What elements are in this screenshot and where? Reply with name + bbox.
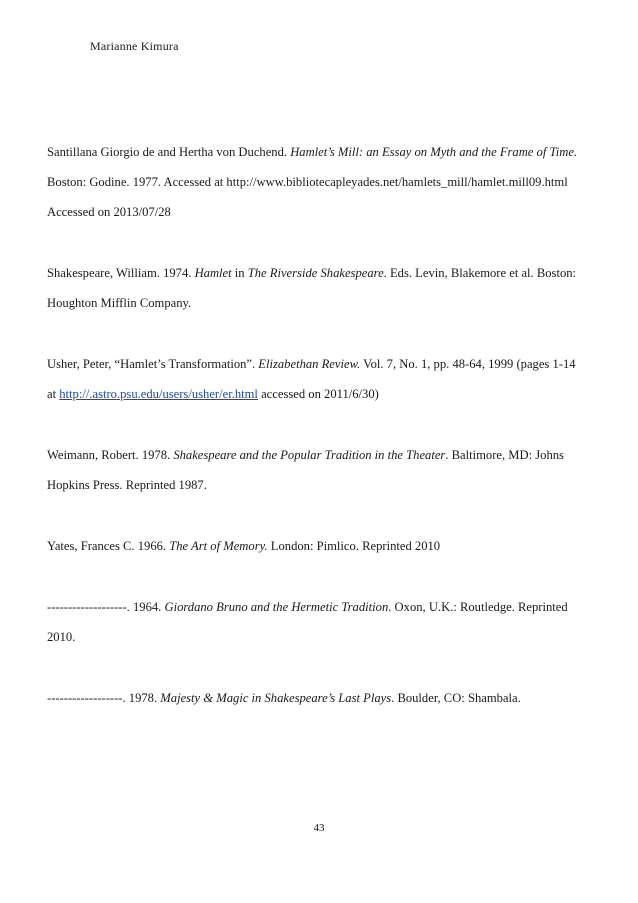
- reference-text: 2010.: [47, 630, 76, 644]
- reference-text: Accessed on 2013/07/28: [47, 205, 171, 219]
- reference-text: Santillana Giorgio de and Hertha von Duchend.: [47, 145, 291, 159]
- reference-title: Majesty & Magic in Shakespeare’s Last Plays: [160, 691, 392, 705]
- reference-text: Hopkins Press. Reprinted 1987.: [47, 478, 207, 492]
- reference-text: . Baltimore, MD: Johns: [445, 448, 564, 462]
- reference-text: Vol. 7, No. 1, pp. 48-64, 1999 (pages 1-14: [360, 357, 576, 371]
- reference-line: [47, 258, 602, 288]
- reference-text: London: Pimlico. Reprinted 2010: [267, 539, 441, 553]
- reference-line: [47, 167, 602, 197]
- page-number: 43: [313, 822, 325, 834]
- reference-entry: [47, 258, 602, 318]
- reference-text: . Oxon, U.K.: Routledge. Reprinted: [388, 600, 568, 614]
- reference-line: [47, 622, 602, 652]
- reference-line: [47, 531, 602, 561]
- reference-line: [47, 683, 602, 713]
- reference-title: Elizabethan Review.: [258, 357, 361, 371]
- reference-title: Shakespeare and the Popular Tradition in the Theater: [173, 448, 446, 462]
- reference-line: [47, 197, 602, 227]
- reference-title: Hamlet: [194, 266, 232, 280]
- reference-text: Boston: Godine. 1977. Accessed at http://www.bibliotecapleyades.net/hamlets_mill/hamlet.mill09.html: [47, 175, 568, 189]
- reference-entry: [47, 137, 602, 227]
- reference-text: accessed on 2011/6/30): [257, 387, 379, 401]
- reference-text: Yates, Frances C. 1966.: [47, 539, 170, 553]
- reference-text: -------------------. 1964.: [47, 600, 165, 614]
- references-list: [47, 137, 602, 744]
- reference-line: [47, 379, 602, 409]
- reference-title: Giordano Bruno and the Hermetic Tradition: [164, 600, 389, 614]
- reference-title: Hamlet’s Mill: an Essay on Myth and the Frame of Time.: [290, 145, 578, 159]
- reference-title: The Art of Memory.: [169, 539, 268, 553]
- reference-entry: [47, 349, 602, 409]
- reference-line: [47, 349, 602, 379]
- reference-title: The Riverside Shakespeare: [247, 266, 384, 280]
- reference-line: [47, 288, 602, 318]
- reference-text: Houghton Mifflin Company.: [47, 296, 192, 310]
- reference-text: Shakespeare, William. 1974.: [47, 266, 195, 280]
- reference-line: [47, 440, 602, 470]
- reference-text: . Eds. Levin, Blakemore et al. Boston:: [383, 266, 577, 280]
- reference-text: ------------------. 1978.: [47, 691, 161, 705]
- reference-entry: [47, 683, 602, 713]
- reference-text: Usher, Peter, “Hamlet’s Transformation”.: [47, 357, 259, 371]
- reference-text: in: [231, 266, 248, 280]
- reference-entry: [47, 592, 602, 652]
- reference-line: [47, 137, 602, 167]
- reference-line: [47, 592, 602, 622]
- reference-text: Weimann, Robert. 1978.: [47, 448, 174, 462]
- reference-line: [47, 470, 602, 500]
- reference-entry: [47, 531, 602, 561]
- running-header-author: Marianne Kimura: [90, 39, 179, 53]
- reference-entry: [47, 440, 602, 500]
- reference-text: . Boulder, CO: Shambala.: [391, 691, 521, 705]
- reference-link[interactable]: http://.astro.psu.edu/users/usher/er.html: [59, 387, 258, 401]
- reference-text: at: [47, 387, 60, 401]
